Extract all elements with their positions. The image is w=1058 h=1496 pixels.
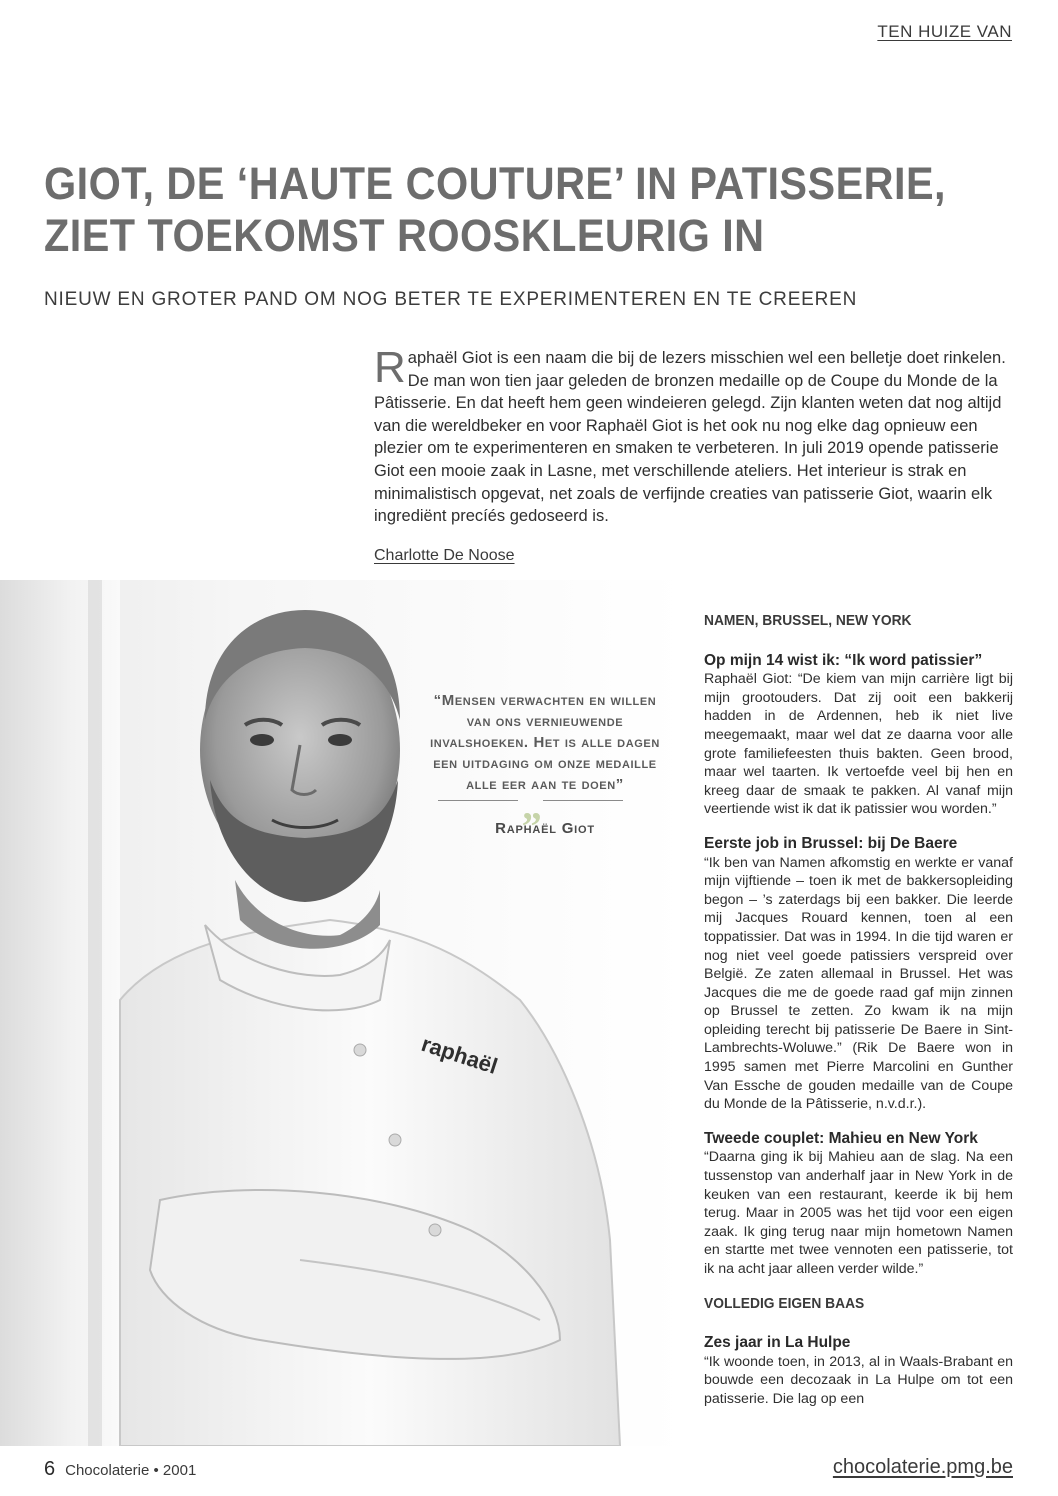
headline-line-1: GIOT, DE ‘HAUTE COUTURE’ IN PATISSERIE, <box>44 158 947 209</box>
footer-folio <box>44 1458 196 1481</box>
subheading: Tweede couplet: Mahieu en New York <box>704 1129 978 1147</box>
pull-quote-rule-right <box>543 800 623 801</box>
subheading: Op mijn 14 wist ik: “Ik word patissier” <box>704 651 983 669</box>
pull-quote-author: Raphaël Giot <box>495 820 595 837</box>
intro-paragraph <box>374 343 1014 528</box>
article-column <box>704 612 1013 1425</box>
body-paragraph: “Daarna ging ik bij Mahieu aan de slag. Na een tussenstop van anderhalf jaar in New York in de keuken van een restaurant, keerde ik bij hem terug. Maar in 2005 was het tijd voor een eigen zaak. Ik ging terug naar mijn hometown Namen en startte met twee vennoten een patisserie, tot ik na acht jaar alleen verder wilde.” <box>704 1149 1013 1277</box>
publication-name: Chocolaterie • 2001 <box>65 1462 197 1479</box>
subheading: Zes jaar in La Hulpe <box>704 1334 851 1352</box>
headline <box>44 158 955 262</box>
body-paragraph: “Ik woonde toen, in 2013, al in Waals-Brabant en bouwde een decozaak in La Hulpe om tot een patisserie. Die lag op een <box>704 1353 1013 1407</box>
section-heading: VOLLEDIG EIGEN BAAS <box>704 1294 865 1312</box>
pull-quote-rule-left <box>438 800 518 801</box>
section-tag[interactable]: TEN HUIZE VAN <box>877 22 1012 41</box>
jacket-embroidery: raphaël <box>418 1030 501 1079</box>
author-byline[interactable]: Charlotte De Noose <box>374 547 515 564</box>
quote-mark-icon: „ <box>522 783 542 828</box>
subheading: Eerste job in Brussel: bij De Baere <box>704 834 958 852</box>
pull-quote: “Mensen verwachten en willen van ons vernieuwende invalshoeken. Het is alle dagen een uitdaging om onze medaille alle eer aan te doen” <box>430 692 660 793</box>
section-heading: NAMEN, BRUSSEL, NEW YORK <box>704 612 912 629</box>
body-paragraph: “Ik ben van Namen afkomstig en werkte er vanaf mijn vijftiende – toen ik met de bakkersopleiding begon – ’s zaterdags bij een bakker. Die leerde mij Jacques Rouard kennen, toen al een toppatissier. Dat was in 1994. In die tijd waren er nog niet veel goede patissiers verspreid over België. Ze zaten allemaal in Brussel. Het was Jacques die me de goede raad gaf mijn zinnen op Brussel te zetten. Zo kwam ik na mijn opleiding terecht bij patisserie De Baere in Sint-Lambrechts-Woluwe.” (Rik De Baere won in 1995 samen met Pierre Marcolini en Gunther Van Essche de gouden medaille van de Coupe du Monde de la Pâtisserie, n.v.d.r.). <box>704 854 1013 1113</box>
intro-text: aphaël Giot is een naam die bij de lezers misschien wel een belletje doet rinkelen. De man won tien jaar geleden de bronzen medaille op de Coupe du Monde de la Pâtisserie. En dat heeft hem geen windeieren gelegd. Zijn klanten weten dat nog altijd van die wereldbeker en voor Raphaël Giot is het ook nu nog elke dag opnieuw een plezier om te experimenteren en smaken te verbeteren. In juli 2019 opende patisserie Giot een mooie zaak in Lasne, met verschillende ateliers. Het interieur is strak en minimalistisch opgevat, net zoals de verfijnde creaties van patisserie Giot, waarin elk ingrediënt precíés gedoseerd is. <box>374 349 1006 526</box>
page-number: 6 <box>44 1458 56 1480</box>
body-paragraph: Raphaël Giot: “De kiem van mijn carrière ligt bij mijn grootouders. Dat zij ooit een bakkerij hadden in de Ardennen, heb ik niet live meegemaakt, maar wel dat ze daarna voor alle grote familiefeesten thuis bakten. Geen brood, maar wel taarten. Ik vertoefde veel bij hen en kreeg daar de smaak te pakken. Al vanaf mijn veertiende wist ik dat ik patissier wou worden.” <box>704 671 1013 818</box>
website-link[interactable]: chocolaterie.pmg.be <box>832 1456 1013 1478</box>
subheadline: NIEUW EN GROTER PAND OM NOG BETER TE EXPERIMENTEREN EN TE CREEREN <box>44 289 858 310</box>
drop-cap: R <box>374 343 406 392</box>
headline-line-2: ZIET TOEKOMST ROOSKLEURIG IN <box>44 210 765 261</box>
